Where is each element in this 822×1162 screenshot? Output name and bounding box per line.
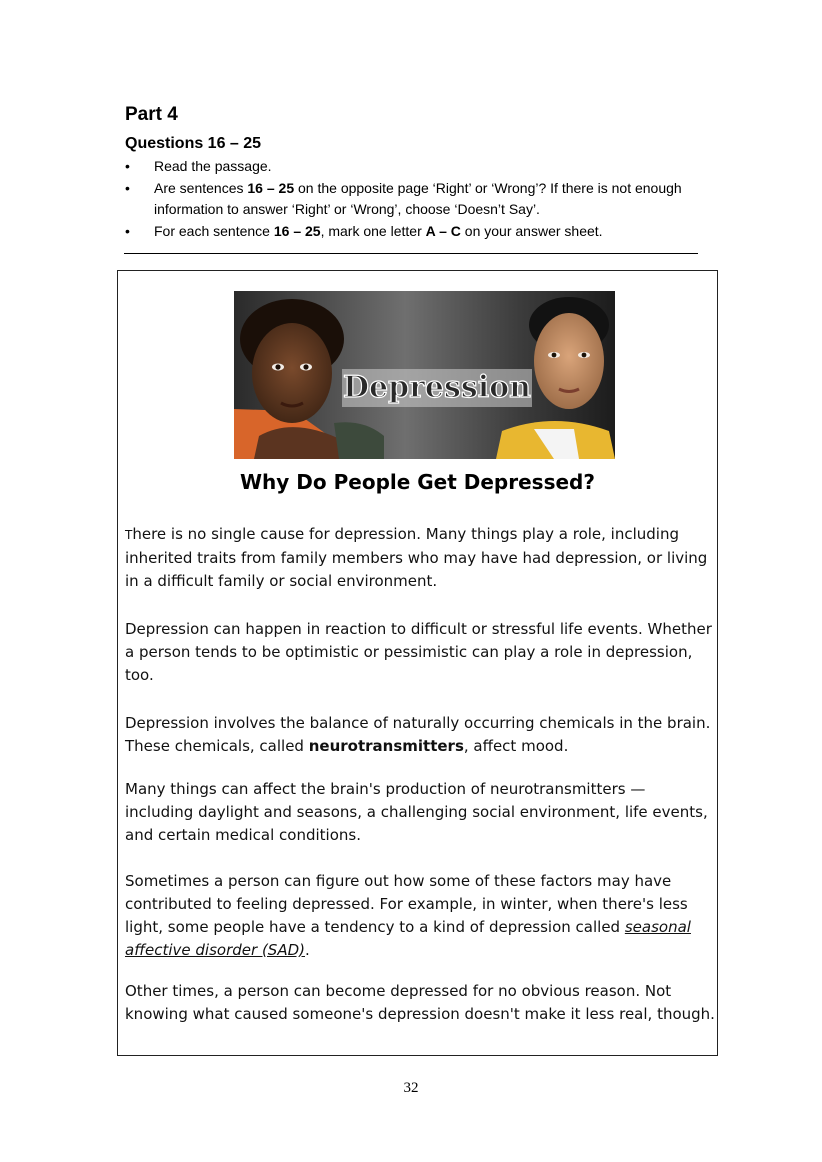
page-number: 32 (403, 1080, 419, 1096)
question-range: 16 – 25 (247, 179, 295, 196)
depression-banner-image (234, 291, 615, 459)
instruction-item (125, 221, 705, 243)
question-range: 16 – 25 (273, 222, 321, 239)
instruction-text: Are sentences (154, 179, 248, 196)
instruction-text: , mark one letter (320, 222, 426, 239)
bullet: • (125, 222, 130, 239)
paragraph-text: , affect mood. (463, 737, 569, 755)
paragraph-text: . (305, 941, 310, 959)
paragraph-1 (125, 523, 715, 593)
paragraph-text: Sometimes a person can figure out how some of these factors may have contributed to feeling depressed. For example, in winter, when there's less light, some people have a tendency to a kind of depression called (125, 872, 688, 936)
neurotransmitters-term: neurotransmitters (308, 737, 464, 755)
passage-title: Why Do People Get Depressed? (240, 470, 595, 494)
paragraph-text: here is no single cause for depression. Many things play a role, including inherited traits from family members who may have had depression, or living in a difficult family or social environment. (125, 525, 708, 590)
passage-box (117, 270, 718, 1056)
instruction-text: Read the passage. (154, 158, 272, 174)
instruction-item (125, 156, 705, 178)
divider-rule (124, 253, 698, 254)
answer-letters: A – C (425, 222, 461, 239)
part-title: Part 4 (125, 104, 178, 125)
sad-link[interactable]: seasonal affective disorder (SAD) (125, 918, 691, 959)
instruction-text: on the opposite page ‘Right’ or ‘Wrong’? If there is not enough information to answer ‘Right’ or ‘Wrong’, choose ‘Doesn’t Say’. (154, 179, 682, 217)
paragraph-6: Other times, a person can become depressed for no obvious reason. Not knowing what caused someone's depression doesn't make it less real, though. (125, 982, 715, 1023)
bullet: • (125, 158, 130, 174)
instruction-text: on your answer sheet. (460, 222, 603, 239)
questions-title: Questions 16 – 25 (125, 135, 262, 152)
paragraph-initial: T (125, 528, 133, 542)
banner-title: Depression (343, 370, 531, 405)
paragraph-text: Depression involves the balance of naturally occurring chemicals in the brain. These chemicals, called (125, 714, 711, 755)
instruction-item (125, 178, 705, 221)
paragraph-5 (125, 870, 715, 962)
paragraph-4: Many things can affect the brain's production of neurotransmitters — including daylight and seasons, a challenging social environment, life events, and certain medical conditions. (125, 780, 708, 844)
bullet: • (125, 179, 130, 196)
paragraph-2: Depression can happen in reaction to difficult or stressful life events. Whether a person tends to be optimistic or pessimistic can play a role in depression, too. (125, 620, 712, 684)
instruction-text: For each sentence (154, 222, 274, 239)
instructions-list (125, 156, 705, 242)
paragraph-3 (125, 712, 715, 758)
